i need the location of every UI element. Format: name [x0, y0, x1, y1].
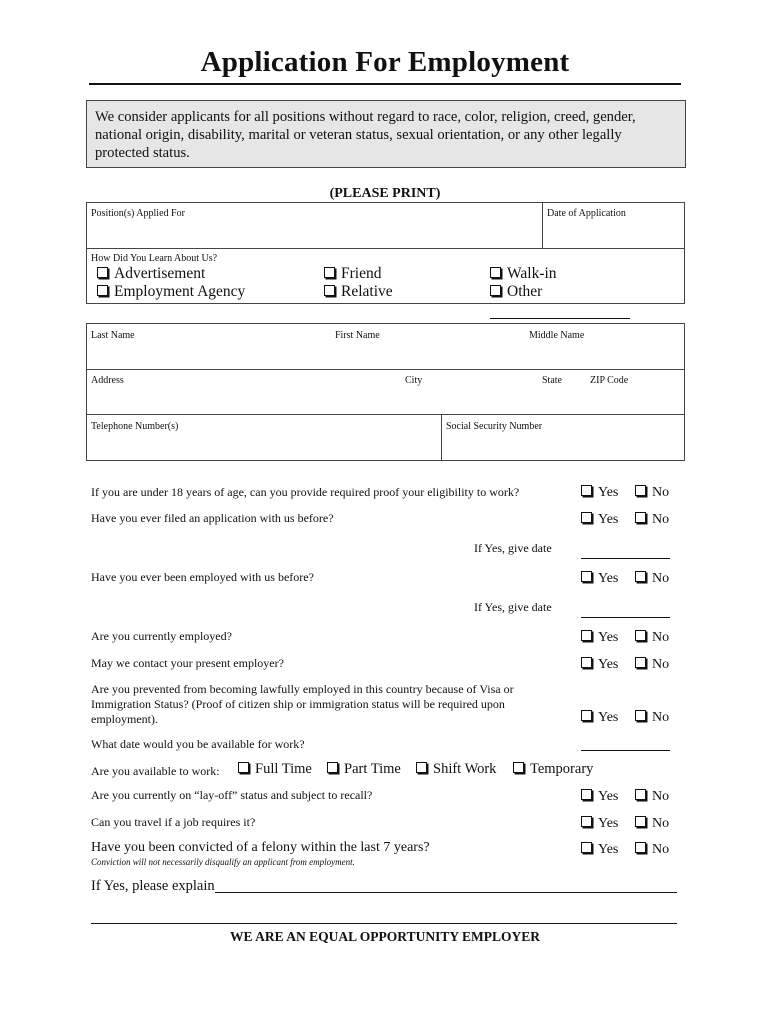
- if-yes-date-label: If Yes, give date: [474, 600, 552, 614]
- positions-field[interactable]: [86, 202, 543, 249]
- question-visa-line-1: Are you prevented from becoming lawfully employed in this country because of Visa or: [91, 682, 514, 696]
- yes-label: Yes: [598, 571, 619, 586]
- checkbox-icon[interactable]: [635, 571, 646, 582]
- felony-note: Conviction will not necessarily disqualify an applicant from employment.: [91, 857, 355, 867]
- no-label: No: [652, 485, 670, 500]
- question-visa-line-3: employment).: [91, 712, 158, 726]
- no-label: No: [652, 816, 670, 831]
- question-under-18: If you are under 18 years of age, can you provide required proof your eligibility to work?: [91, 485, 520, 499]
- telephone-label: Telephone Number(s): [91, 421, 179, 432]
- yes-label: Yes: [598, 789, 619, 804]
- no-option[interactable]: [635, 630, 669, 646]
- yes-option[interactable]: [581, 816, 618, 832]
- ssn-label: Social Security Number: [446, 421, 543, 432]
- checkbox-icon[interactable]: [581, 710, 592, 721]
- first-name-label: First Name: [335, 330, 380, 341]
- option-shift-work[interactable]: [416, 761, 496, 778]
- personal-info-section: [86, 323, 685, 461]
- checkbox-icon[interactable]: [635, 789, 646, 800]
- checkbox-icon[interactable]: [490, 267, 501, 278]
- checkbox-icon[interactable]: [581, 789, 592, 800]
- option-label: Other: [507, 283, 543, 300]
- yes-option[interactable]: [581, 657, 618, 673]
- checkbox-icon[interactable]: [581, 630, 592, 641]
- other-input[interactable]: [490, 306, 630, 319]
- position-section: [86, 202, 685, 304]
- no-option[interactable]: [635, 842, 669, 858]
- option-label: Walk-in: [507, 265, 557, 282]
- no-label: No: [652, 657, 670, 672]
- ssn-field[interactable]: [442, 415, 684, 460]
- no-option[interactable]: [635, 485, 669, 501]
- checkbox-icon[interactable]: [324, 267, 335, 278]
- checkbox-icon[interactable]: [581, 571, 592, 582]
- no-label: No: [652, 842, 670, 857]
- checkbox-icon[interactable]: [635, 657, 646, 668]
- no-option[interactable]: [635, 816, 669, 832]
- address-row[interactable]: [87, 369, 684, 415]
- last-name-label: Last Name: [91, 330, 135, 341]
- eeo-notice: We consider applicants for all positions without regard to race, color, religion, creed, gender, national origin, disability, marital or veteran status, sexual orientation, or any other legally protected status.: [86, 100, 686, 168]
- question-filed-before: Have you ever filed an application with us before?: [91, 511, 334, 525]
- yes-option[interactable]: [581, 512, 618, 528]
- please-print-label: (PLEASE PRINT): [329, 186, 441, 201]
- yes-label: Yes: [598, 842, 619, 857]
- question-lay-off: Are you currently on “lay-off” status and subject to recall?: [91, 788, 373, 802]
- checkbox-icon[interactable]: [97, 285, 108, 296]
- middle-name-label: Middle Name: [529, 330, 585, 341]
- option-temporary[interactable]: [513, 761, 593, 778]
- title-underline: [89, 83, 681, 85]
- option-employment-agency[interactable]: [97, 283, 245, 301]
- available-date-input[interactable]: [581, 738, 670, 751]
- option-label: Employment Agency: [114, 283, 246, 300]
- city-label: City: [405, 375, 423, 386]
- address-label: Address: [91, 375, 124, 386]
- checkbox-icon[interactable]: [635, 816, 646, 827]
- checkbox-icon[interactable]: [324, 285, 335, 296]
- no-label: No: [652, 512, 670, 527]
- no-label: No: [652, 789, 670, 804]
- if-yes-date-label: If Yes, give date: [474, 541, 552, 555]
- no-option[interactable]: [635, 657, 669, 673]
- yes-label: Yes: [598, 816, 619, 831]
- explain-input-line-2[interactable]: [91, 911, 677, 924]
- yes-option[interactable]: [581, 789, 618, 805]
- question-available-date: What date would you be available for work?: [91, 737, 305, 751]
- no-option[interactable]: [635, 710, 669, 726]
- option-label: Full Time: [255, 761, 312, 777]
- no-option[interactable]: [635, 789, 669, 805]
- no-label: No: [652, 571, 670, 586]
- yes-option[interactable]: [581, 571, 618, 587]
- explain-label: If Yes, please explain: [91, 878, 215, 894]
- option-other[interactable]: [490, 283, 684, 319]
- checkbox-icon[interactable]: [635, 485, 646, 496]
- no-option[interactable]: [635, 571, 669, 587]
- filed-date-input[interactable]: [581, 546, 670, 559]
- checkbox-icon[interactable]: [581, 816, 592, 827]
- checkbox-icon[interactable]: [581, 657, 592, 668]
- option-label: Part Time: [344, 761, 401, 777]
- question-felony: Have you been convicted of a felony within the last 7 years?: [91, 840, 430, 855]
- employed-date-input[interactable]: [581, 605, 670, 618]
- checkbox-icon[interactable]: [97, 267, 108, 278]
- yes-label: Yes: [598, 512, 619, 527]
- option-walk-in[interactable]: [490, 265, 557, 283]
- checkbox-icon[interactable]: [490, 285, 501, 296]
- yes-option[interactable]: [581, 630, 618, 646]
- option-label: Advertisement: [114, 265, 206, 282]
- checkbox-icon[interactable]: [635, 630, 646, 641]
- option-advertisement[interactable]: [97, 265, 205, 283]
- page-title: Application For Employment: [200, 46, 570, 78]
- question-employed-before: Have you ever been employed with us before?: [91, 570, 314, 584]
- option-label: Temporary: [530, 761, 594, 777]
- option-label: Shift Work: [433, 761, 497, 777]
- question-available-to-work: Are you available to work:: [91, 764, 220, 778]
- question-currently-employed: Are you currently employed?: [91, 629, 232, 643]
- no-label: No: [652, 710, 670, 725]
- checkbox-icon[interactable]: [635, 512, 646, 523]
- learn-about-us-label: How Did You Learn About Us?: [91, 253, 218, 264]
- option-part-time[interactable]: [327, 761, 401, 778]
- option-label: Relative: [341, 283, 393, 300]
- question-contact-employer: May we contact your present employer?: [91, 656, 284, 670]
- question-travel: Can you travel if a job requires it?: [91, 815, 256, 829]
- state-label: State: [542, 375, 562, 386]
- yes-option[interactable]: [581, 485, 618, 501]
- positions-label: Position(s) Applied For: [91, 208, 185, 219]
- name-row[interactable]: [87, 324, 684, 370]
- checkbox-icon[interactable]: [513, 762, 524, 773]
- explain-input-line-1[interactable]: [215, 878, 677, 893]
- checkbox-icon[interactable]: [581, 512, 592, 523]
- checkbox-icon[interactable]: [581, 842, 592, 853]
- date-of-application-label: Date of Application: [547, 208, 626, 219]
- option-friend[interactable]: [324, 265, 381, 283]
- date-of-application-field[interactable]: [542, 202, 685, 249]
- zip-label: ZIP Code: [590, 375, 629, 386]
- yes-option[interactable]: [581, 842, 618, 858]
- yes-option[interactable]: [581, 710, 618, 726]
- option-relative[interactable]: [324, 283, 393, 301]
- question-visa-line-2: Immigration Status? (Proof of citizen ship or immigration status will be required upon: [91, 697, 505, 711]
- option-full-time[interactable]: [238, 761, 312, 778]
- no-label: No: [652, 630, 670, 645]
- checkbox-icon[interactable]: [635, 842, 646, 853]
- yes-label: Yes: [598, 630, 619, 645]
- checkbox-icon[interactable]: [416, 762, 427, 773]
- yes-label: Yes: [598, 485, 619, 500]
- checkbox-icon[interactable]: [327, 762, 338, 773]
- option-label: Friend: [341, 265, 382, 282]
- no-option[interactable]: [635, 512, 669, 528]
- checkbox-icon[interactable]: [581, 485, 592, 496]
- checkbox-icon[interactable]: [635, 710, 646, 721]
- yes-label: Yes: [598, 710, 619, 725]
- yes-label: Yes: [598, 657, 619, 672]
- footer-eoe: WE ARE AN EQUAL OPPORTUNITY EMPLOYER: [230, 929, 540, 944]
- checkbox-icon[interactable]: [238, 762, 249, 773]
- telephone-field[interactable]: [87, 415, 442, 460]
